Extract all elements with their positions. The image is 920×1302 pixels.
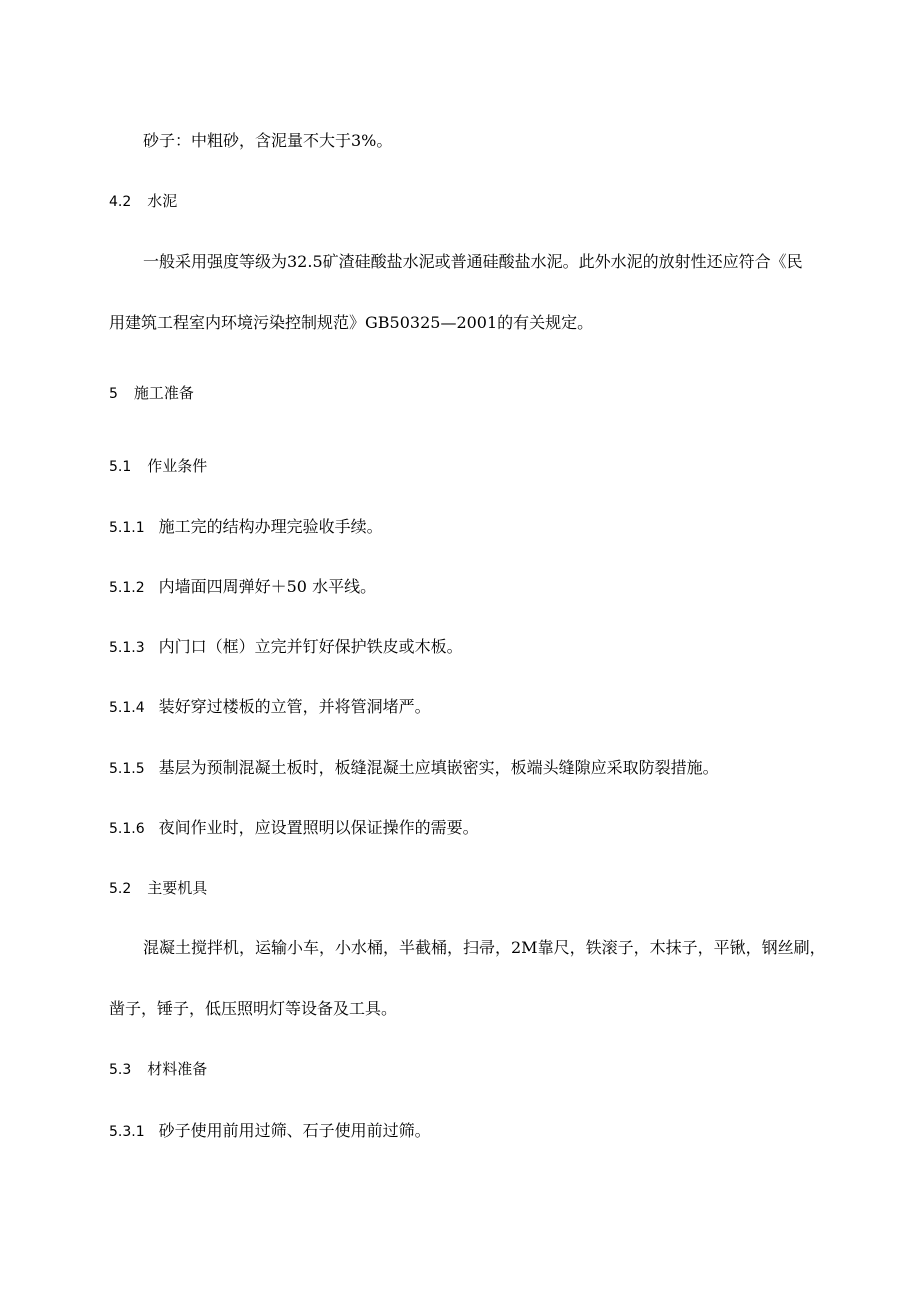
item-5-3-1-text: 砂子使用前用过筛、石子使用前过筛。 (158, 1121, 431, 1140)
item-5-1-3-text: 内门口（框）立完并钉好保护铁皮或木板。 (158, 637, 463, 656)
tools-paragraph-line-1: 混凝土搅拌机，运输小车，小水桶，半截桶，扫帚，2M靠尺，铁滚子，木抹子，平锹，钢丝刷， (143, 938, 826, 957)
item-5-1-4-number: 5.1.4 (109, 700, 145, 716)
item-5-1-1 (109, 517, 383, 538)
heading-4-2-title: 水泥 (147, 192, 178, 210)
item-5-1-6 (109, 818, 479, 839)
heading-5-2-number: 5.2 (109, 881, 132, 897)
heading-5-number: 5 (109, 386, 118, 402)
item-5-1-5-text: 基层为预制混凝土板时，板缝混凝土应填嵌密实，板端头缝隙应采取防裂措施。 (158, 758, 719, 777)
item-5-1-3-number: 5.1.3 (109, 640, 145, 656)
heading-4-2-number: 4.2 (109, 194, 132, 210)
heading-5-title: 施工准备 (133, 384, 194, 402)
item-5-1-1-number: 5.1.1 (109, 520, 145, 536)
tools-paragraph-line-2: 凿子，锤子，低压照明灯等设备及工具。 (109, 999, 398, 1018)
heading-5-3-title: 材料准备 (147, 1060, 208, 1078)
item-5-1-3 (109, 637, 463, 658)
heading-5-2 (109, 878, 207, 899)
sand-paragraph: 砂子：中粗砂，含泥量不大于3%。 (143, 131, 393, 150)
cement-paragraph-line-2: 用建筑工程室内环境污染控制规范》GB50325—2001的有关规定。 (109, 313, 594, 332)
item-5-1-2 (109, 577, 376, 598)
heading-4-2 (109, 191, 177, 212)
item-5-1-5-number: 5.1.5 (109, 761, 145, 777)
item-5-3-1 (109, 1121, 431, 1142)
item-5-1-6-number: 5.1.6 (109, 821, 145, 837)
heading-5-1-title: 作业条件 (147, 457, 208, 475)
item-5-1-6-text: 夜间作业时，应设置照明以保证操作的需要。 (158, 818, 479, 837)
item-5-3-1-number: 5.3.1 (109, 1124, 145, 1140)
heading-5-3-number: 5.3 (109, 1062, 132, 1078)
item-5-1-5 (109, 758, 719, 779)
item-5-1-1-text: 施工完的结构办理完验收手续。 (158, 517, 383, 536)
heading-5-1 (109, 456, 207, 477)
item-5-1-2-number: 5.1.2 (109, 580, 145, 596)
item-5-1-4 (109, 697, 431, 718)
cement-paragraph-line-1: 一般采用强度等级为32.5矿渣硅酸盐水泥或普通硅酸盐水泥。此外水泥的放射性还应符合《民 (143, 252, 803, 271)
item-5-1-2-text: 内墙面四周弹好＋50 水平线。 (158, 577, 377, 596)
heading-5-2-title: 主要机具 (147, 879, 208, 897)
item-5-1-4-text: 装好穿过楼板的立管，并将管洞堵严。 (158, 697, 431, 716)
heading-5-1-number: 5.1 (109, 459, 132, 475)
heading-5-3 (109, 1059, 207, 1080)
heading-5 (109, 383, 194, 404)
